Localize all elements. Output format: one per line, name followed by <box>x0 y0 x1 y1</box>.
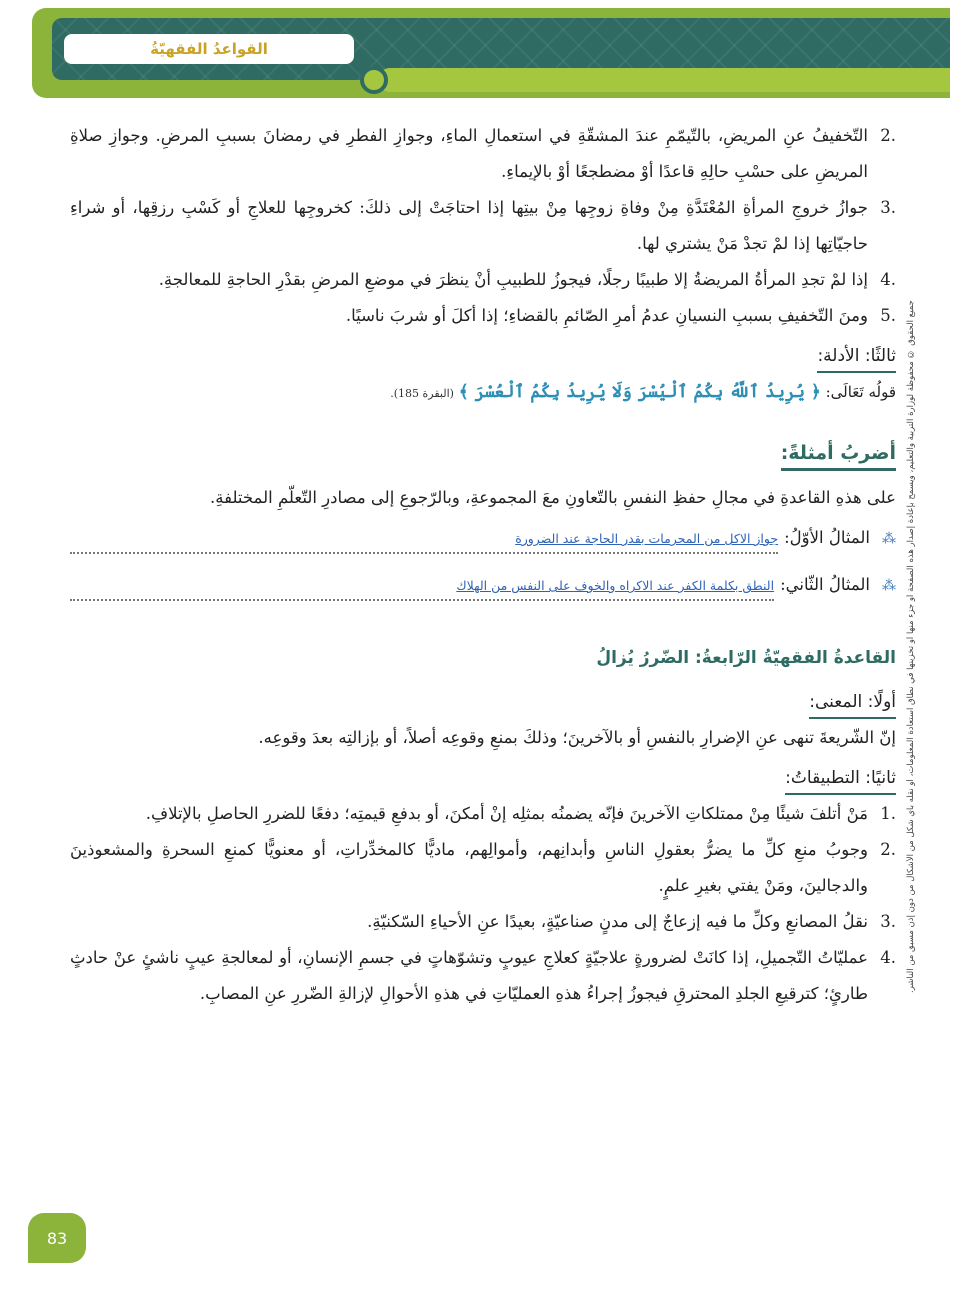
item-text: وجوبُ منعِ كلِّ ما يضرُّ بعقولِ الناسِ وأبدانِهم، وأموالِهم، ماديًّا كالمخدِّراتِ، أو معنويًّا كمنعِ السحرةِ والمشعوذينَ والدجالينَ، ومَنْ يفتي بغيرِ علمٍ. <box>70 840 868 895</box>
applications-heading: ثانيًا: التطبيقاتُ: <box>785 763 896 795</box>
item-number: .1 <box>880 804 896 823</box>
rule4-title: القاعدةُ الفقهيّةُ الرّابعةُ: الضّررُ يُزالُ <box>596 648 896 668</box>
list-item <box>70 796 896 832</box>
list-item <box>70 190 896 262</box>
example-row <box>70 567 896 604</box>
copyright-note: جميع الحقوق © محفوظة لوزارة التربية والتعليم، ويسمح بإعادة إصدار هذه الصفحة أو جزء منها أو تخزينها في نطاق استعادة المعلومات، أو نقله بأي شكل من الأشكال من دون إذن مسبق من الناشر. <box>906 300 916 993</box>
list-item <box>70 832 896 904</box>
evidence-heading: ثالثًا: الأدلة: <box>817 341 896 373</box>
item-number: .5 <box>880 306 896 325</box>
item-text: جوازُ خروجِ المرأةِ المُعْتَدَّةِ مِنْ وفاةِ زوجِها مِنْ بيتِها إذا احتاجَتْ إلى ذلكَ: كخروجِها للعلاجِ أو كَسْبِ رزقِها، أو شراءِ حاجيّاتِها إذا لمْ تجدْ مَنْ يشتري لها. <box>70 198 868 253</box>
item-number: .3 <box>880 198 896 217</box>
page-number: 83 <box>28 1213 86 1263</box>
header-ring-icon <box>360 66 388 94</box>
list-item <box>70 904 896 940</box>
item-text: إذا لمْ تجدِ المرأةُ المريضةُ إلا طبيبًا رجلًا، فيجوزُ للطبيبِ أنْ ينظرَ في موضعِ المرضِ بقدْرِ الحاجةِ للمعالجةِ. <box>158 270 868 289</box>
item-text: نقلُ المصانعِ وكلِّ ما فيه إزعاجٌ إلى مدنٍ صناعيّةٍ، بعيدًا عنِ الأحياءِ السّكنيّةِ. <box>367 912 868 931</box>
quran-verse: ﴿ يُرِيدُ ٱللَّهُ بِكُمُ ٱلْيُسْرَ وَلَا يُرِيدُ بِكُمُ ٱلْعُسْرَ ﴾ <box>458 382 821 402</box>
applications-list-a <box>70 118 896 334</box>
list-item <box>70 940 896 1012</box>
example-answer-field[interactable]: النطق بكلمة الكفر عند الاكراه والخوف على النفس من الهلاك <box>70 573 774 601</box>
item-text: مَنْ أتلفَ شيئًا مِنْ ممتلكاتِ الآخرينَ فإنّه يضمنُه بمثلِه إنْ أمكنَ، أو بدفعِ قيمتِه؛ دفعًا للضررِ الحاصلِ بالإتلافِ. <box>145 804 868 823</box>
page-content <box>70 118 896 1012</box>
item-number: .3 <box>880 912 896 931</box>
item-text: التّخفيفُ عنِ المريضِ، بالتّيمّمِ عندَ المشقّةِ في استعمالِ الماءِ، وجوازِ الفطرِ في رمضانَ بسببِ المرضِ. وجوازِ صلاةِ المريضِ على حسْبِ حالِهِ قاعدًا أوْ مضطجعًا أوْ بالإيماءِ. <box>70 126 868 181</box>
meaning-text: إنّ الشّريعةَ تنهى عنِ الإضرارِ بالنفسِ أو بالآخرينَ؛ وذلكَ بمنعِ وقوعِه أصلاً، أو بإزالتِه بعدَ وقوعِه. <box>258 728 896 747</box>
item-number: .2 <box>880 126 896 145</box>
chapter-title: القواعدُ الفقهيّةُ <box>64 34 354 64</box>
list-item <box>70 298 896 334</box>
item-text: ومنَ التّخفيفِ بسببِ النسيانِ عدمُ أمرِ الصّائمِ بالقضاءِ؛ إذا أكلَ أو شربَ ناسيًا. <box>345 306 868 325</box>
star-icon: ⁂ <box>882 531 896 547</box>
example-label: المثالُ الأوّلُ: <box>784 528 870 547</box>
item-number: .2 <box>880 840 896 859</box>
examples-intro: على هذهِ القاعدةِ في مجالِ حفظِ النفسِ بالتّعاونِ معَ المجموعةِ، وبالرّجوعِ إلى مصادرِ التّعلّمِ المختلفةِ. <box>210 488 896 507</box>
item-number: .4 <box>880 270 896 289</box>
meaning-section <box>70 684 896 756</box>
example-label: المثالُ الثّاني: <box>780 575 870 594</box>
star-icon: ⁂ <box>882 578 896 594</box>
header-strip <box>378 68 950 92</box>
evidence-section <box>70 338 896 412</box>
example-answer-field[interactable]: جواز الاكل من المحرمات بقدر الحاجة عند الضرورة <box>70 526 778 554</box>
list-item <box>70 262 896 298</box>
examples-title: أضربُ أمثلةً: <box>781 438 896 471</box>
examples-section <box>70 412 896 604</box>
quran-intro: قولُه تَعَالَى: <box>825 383 896 401</box>
item-number: .4 <box>880 948 896 967</box>
quran-line <box>70 374 896 412</box>
applications-section <box>70 760 896 1012</box>
example-row <box>70 520 896 557</box>
item-text: عمليّاتُ التّجميلِ، إذا كانَتْ لضرورةٍ علاجيّةٍ كعلاجِ عيوبٍ وتشوّهاتٍ في جسمِ الإنسانِ، أو لمعالجةِ عيبٍ ناشئٍ عنْ حادثٍ طارئٍ؛ كترقيعِ الجلدِ المحترقِ فيجوزُ إجراءُ هذهِ العمليّاتِ في هذهِ الأحوالِ لإزالةِ الضّررِ عنِ المصابِ. <box>70 948 868 1003</box>
list-item <box>70 118 896 190</box>
meaning-heading: أولًا: المعنى: <box>809 687 896 719</box>
quran-reference: (البقرة 185). <box>390 387 454 400</box>
